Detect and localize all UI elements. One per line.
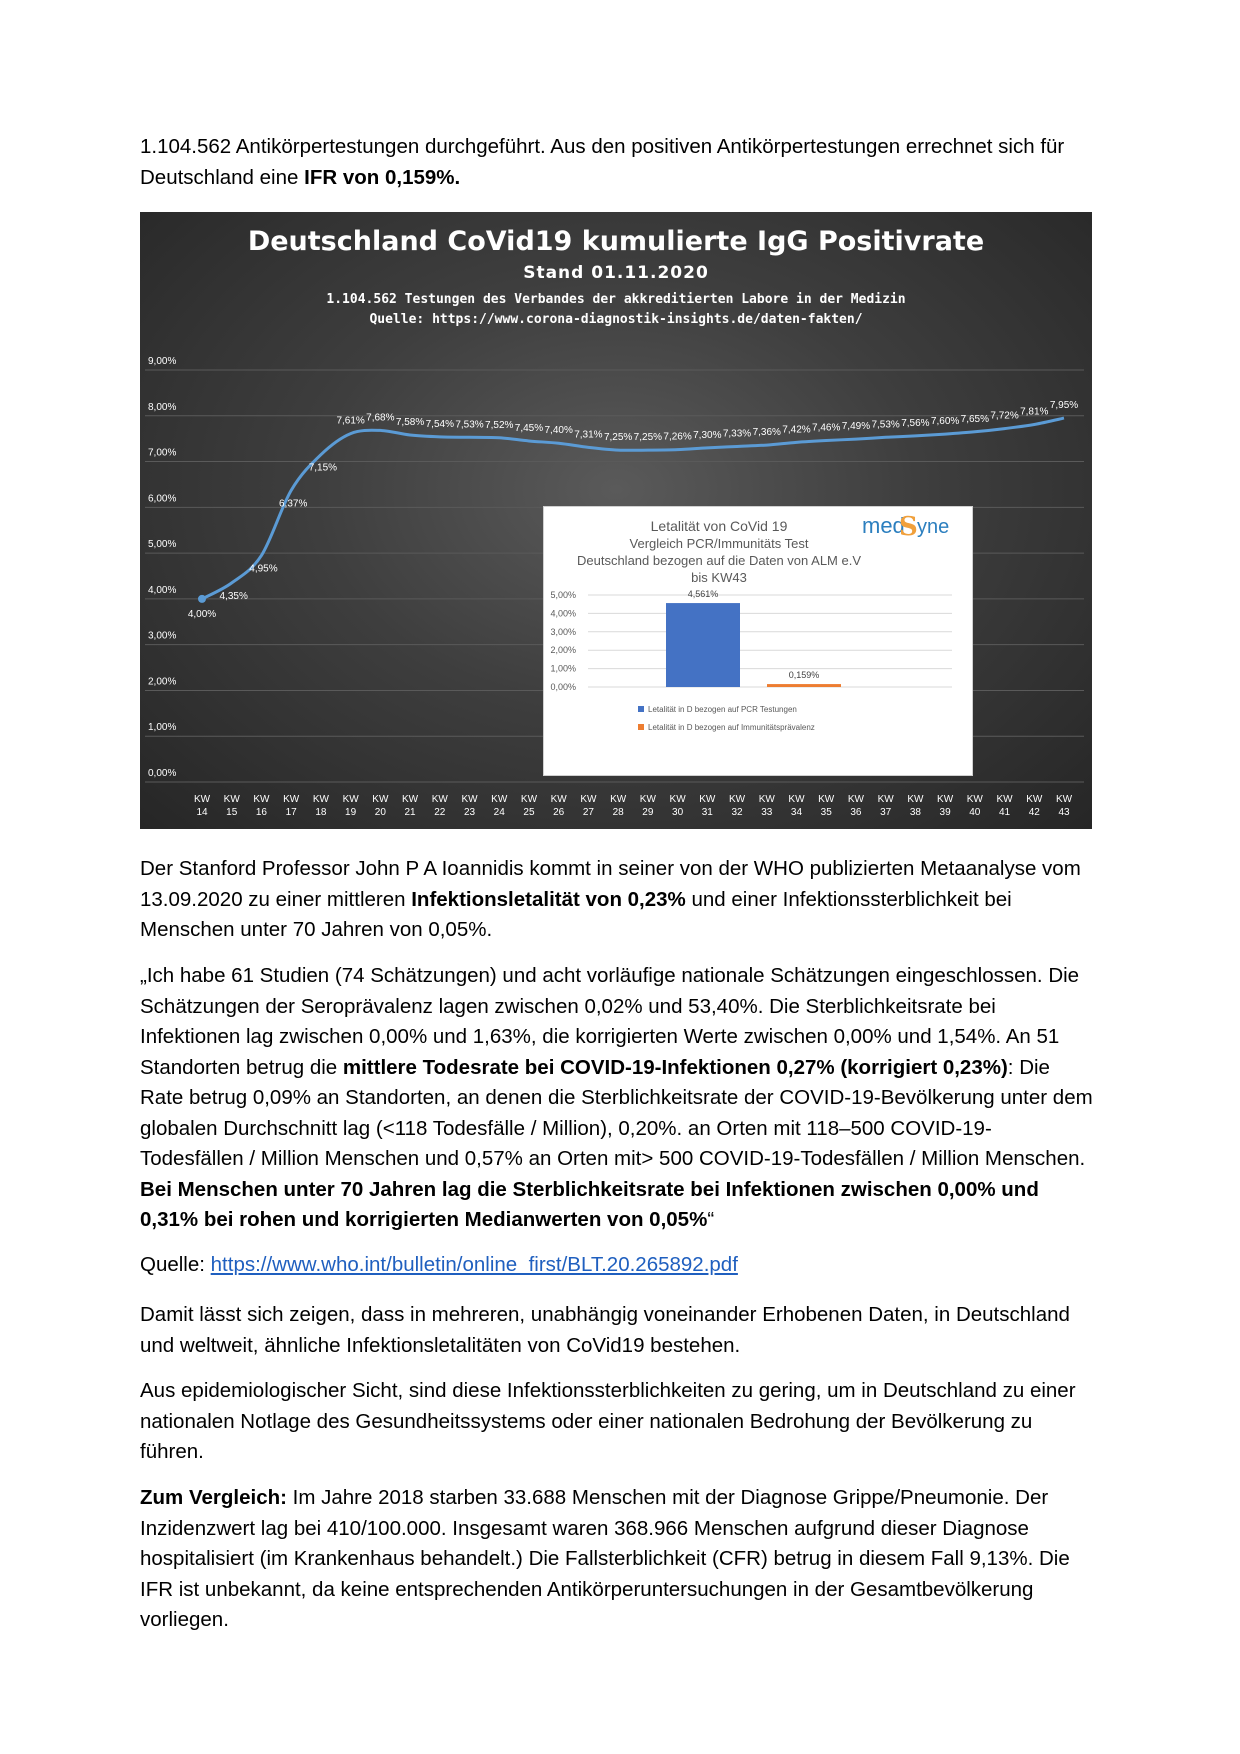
lethality-chart-svg [544, 507, 972, 775]
data-label: 7,31% [574, 429, 603, 441]
x-tick-label: KW 40 [966, 794, 983, 818]
data-label: 4,95% [249, 563, 278, 575]
data-label: 7,58% [395, 417, 425, 429]
legend-label: Letalität in D bezogen auf Immunitätsprävalenz [648, 723, 815, 732]
inset-legend [638, 705, 815, 732]
ioannidis-text-1: Der Stanford Professor John P A Ioannidis kommt in seiner von der WHO publizierten Metaanalyse vom 13.09.2020 zu einer mittleren [140, 857, 1081, 911]
inset-y-tick-label: 3,00% [550, 626, 576, 637]
epidemiology-paragraph [140, 1376, 1095, 1468]
data-label: 7,81% [1020, 406, 1049, 418]
y-tick-label: 8,00% [148, 401, 177, 413]
x-tick-label: KW 23 [461, 794, 478, 818]
summary-paragraph [140, 1300, 1095, 1361]
data-label: 7,95% [1049, 400, 1079, 412]
data-label: 7,60% [930, 416, 960, 428]
x-tick-label: KW 26 [550, 794, 567, 818]
epidemiology-text: Aus epidemiologischer Sicht, sind diese Infektionssterblichkeiten zu gering, um in Deutschland zu einer nationalen Notlage des Gesundheitssystems oder einer nationalen Bedrohung der Bevölkerung zu führen. [140, 1379, 1076, 1463]
chart-subtitle: Stand 01.11.2020 [523, 263, 709, 283]
x-tick-label: KW 34 [788, 794, 805, 818]
data-label: 7,56% [901, 417, 930, 429]
x-tick-label: KW 30 [669, 794, 686, 818]
quote-text-1: „Ich habe 61 Studien (74 Schätzungen) und acht vorläufige nationale Schätzungen eingeschlossen. Die Schätzungen der Seroprävalenz lagen zwischen 0,02% und 53,40%. Die Sterblichkeitsrate bei Infektionen lag zwischen 0,00% und 1,63%, die korrigierten Werte zwischen 0,00% und 1,54%. An 51 Standorten betrug die [140, 964, 1080, 1079]
inset-y-tick-label: 0,00% [550, 682, 576, 692]
series-start-marker [198, 595, 206, 603]
data-label: 7,49% [841, 421, 871, 433]
ioannidis-bold-ifr: Infektionsletalität von 0,23% [411, 887, 686, 911]
logo-symbol: S [899, 512, 918, 542]
inset-title-line-3: Deutschland bezogen auf die Daten von ALM e.V [576, 553, 862, 568]
inset-y-tick-label: 2,00% [550, 645, 576, 656]
quote-bold-2: Bei Menschen unter 70 Jahren lag die Sterblichkeitsrate bei Infektionen zwischen 0,00% und 0,31% bei rohen und korrigierten Medianwerten von 0,05% [140, 1177, 1039, 1231]
x-tick-label: KW 17 [283, 794, 300, 818]
x-tick-label: KW 25 [520, 794, 538, 818]
x-tick-label: KW 43 [1055, 794, 1073, 818]
inset-title-line-2: Vergleich PCR/Immunitäts Test [629, 536, 809, 551]
chart-y-ticks [148, 356, 176, 779]
y-tick-label: 9,00% [148, 356, 177, 367]
intro-paragraph [140, 132, 1095, 193]
data-label: 7,33% [722, 428, 752, 440]
who-bulletin-link[interactable]: https://www.who.int/bulletin/online_first/BLT.20.265892.pdf [210, 1253, 738, 1276]
x-tick-label: KW 35 [818, 794, 835, 818]
inset-y-ticks [550, 590, 576, 692]
x-tick-label: KW 37 [877, 794, 894, 818]
quote-text-2: : Die Rate betrug 0,09% an Standorten, an denen die Sterblichkeitsrate der COVID-19-Bevölkerung unter dem globalen Durchschnitt lag (<118 Todesfälle / Million), 0,20%. an Orten mit 118–500 COVID-19-Todesfällen / Million Menschen und 0,57% an Orten mit> 500 COVID-19-Todesfällen / Million Menschen. [140, 1055, 1093, 1170]
x-tick-label: KW 31 [699, 794, 716, 818]
data-label: 7,72% [990, 410, 1019, 422]
data-label: 4,00% [187, 608, 217, 620]
x-tick-label: KW 24 [491, 794, 508, 818]
data-label: 7,25% [603, 432, 633, 444]
data-label: 6,37% [278, 498, 308, 510]
inset-y-tick-label: 1,00% [550, 663, 576, 674]
data-label: 4,35% [219, 590, 248, 602]
x-tick-label: KW 15 [223, 794, 240, 818]
inset-title-line-1: Letalität von CoVid 19 [650, 518, 788, 534]
source-paragraph [140, 1250, 1095, 1281]
inset-bar-label: 4,561% [687, 589, 719, 600]
inset-y-tick-label: 4,00% [550, 608, 576, 619]
inset-title-line-4: bis KW43 [691, 570, 747, 585]
lethality-comparison-chart [543, 506, 973, 776]
igg-positivity-chart [140, 212, 1092, 829]
legend-swatch [638, 724, 644, 730]
y-tick-label: 3,00% [148, 630, 177, 642]
ioannidis-paragraph [140, 854, 1095, 946]
data-label: 7,68% [366, 412, 395, 424]
y-tick-label: 0,00% [148, 768, 177, 779]
chart-x-ticks [194, 794, 1073, 818]
x-tick-label: KW 42 [1026, 794, 1043, 818]
x-tick-label: KW 41 [996, 794, 1013, 818]
x-tick-label: KW 14 [193, 794, 211, 818]
x-tick-label: KW 29 [639, 794, 656, 818]
data-label: 7,61% [336, 415, 365, 427]
legend-swatch [638, 706, 644, 712]
data-label: 7,15% [308, 462, 338, 474]
data-label: 7,54% [425, 418, 454, 430]
ioannidis-text-2: und einer Infektionssterblichkeit bei Menschen unter 70 Jahren von 0,05%. [140, 887, 1012, 941]
inset-gridlines [588, 595, 952, 687]
data-label: 7,45% [514, 422, 544, 434]
legend-label: Letalität in D bezogen auf PCR Testungen [648, 705, 797, 714]
x-tick-label: KW 16 [253, 794, 270, 818]
data-label: 7,53% [455, 419, 484, 431]
summary-text: Damit lässt sich zeigen, dass in mehreren, unabhängig voneinander Erhobenen Daten, in Deutschland und weltweit, ähnliche Infektionsletalitäten von CoVid19 bestehen. [140, 1303, 1070, 1357]
x-tick-label: KW 38 [907, 794, 924, 818]
quote-text-3: “ [707, 1208, 715, 1231]
chart-subtitle-2: 1.104.562 Testungen des Verbandes der akkreditierten Labore in der Medizin [326, 292, 906, 307]
x-tick-label: KW 27 [580, 794, 597, 818]
x-tick-label: KW 33 [758, 794, 775, 818]
y-tick-label: 2,00% [148, 676, 177, 688]
quote-bold-1: mittlere Todesrate bei COVID-19-Infektionen 0,27% (korrigiert 0,23%) [342, 1055, 1008, 1079]
data-label: 7,65% [960, 413, 990, 425]
x-tick-label: KW 21 [402, 794, 419, 818]
data-label: 7,25% [633, 432, 663, 444]
x-tick-label: KW 36 [847, 794, 864, 818]
data-label: 7,42% [782, 424, 811, 436]
comparison-paragraph [140, 1483, 1095, 1636]
data-label: 7,40% [544, 425, 573, 437]
x-tick-label: KW 19 [342, 794, 359, 818]
y-tick-label: 4,00% [148, 584, 177, 596]
x-tick-label: KW 22 [431, 794, 448, 818]
data-label: 7,53% [871, 419, 900, 431]
y-tick-label: 7,00% [148, 447, 177, 459]
medsyne-logo [862, 512, 949, 542]
chart-source: Quelle: https://www.corona-diagnostik-insights.de/daten-fakten/ [369, 312, 863, 327]
inset-bar [666, 603, 740, 687]
y-tick-label: 6,00% [148, 493, 177, 505]
quote-paragraph [140, 961, 1095, 1236]
data-label: 7,36% [752, 427, 781, 439]
x-tick-label: KW 39 [937, 794, 954, 818]
y-tick-label: 1,00% [148, 722, 177, 734]
chart-title: Deutschland CoVid19 kumulierte IgG Positivrate [247, 226, 985, 257]
logo-text-right: yne [917, 516, 950, 538]
data-label: 7,26% [663, 431, 692, 443]
x-tick-label: KW 20 [372, 794, 389, 818]
x-tick-label: KW 18 [312, 794, 329, 818]
x-tick-label: KW 32 [728, 794, 746, 818]
intro-bold-ifr: IFR von 0,159%. [304, 165, 461, 189]
data-label: 7,30% [693, 429, 722, 441]
x-tick-label: KW 28 [610, 794, 627, 818]
data-label: 7,46% [812, 422, 841, 434]
inset-bar [767, 684, 841, 687]
intro-text: 1.104.562 Antikörpertestungen durchgeführt. Aus den positiven Antikörpertestungen errechnet sich für Deutschland eine [140, 135, 1065, 189]
comparison-bold-heading: Zum Vergleich: [140, 1486, 287, 1509]
inset-y-tick-label: 5,00% [550, 590, 576, 600]
y-tick-label: 5,00% [148, 539, 177, 551]
inset-bar-label: 0,159% [788, 670, 820, 681]
comparison-text: Im Jahre 2018 starben 33.688 Menschen mit der Diagnose Grippe/Pneumonie. Der Inzidenzwert lag bei 410/100.000. Insgesamt waren 368.966 Menschen aufgrund dieser Diagnose hospitalisiert (im Krankenhaus behandelt.) Die Fallsterblichkeit (CFR) betrug in diesem Fall 9,13%. Die IFR ist unbekannt, da keine entsprechenden Antikörperuntersuchungen in der Gesamtbevölkerung vorliegen. [140, 1486, 1070, 1631]
logo-text-left: med [862, 513, 905, 538]
source-label: Quelle: [140, 1253, 211, 1276]
data-label: 7,52% [485, 419, 514, 431]
